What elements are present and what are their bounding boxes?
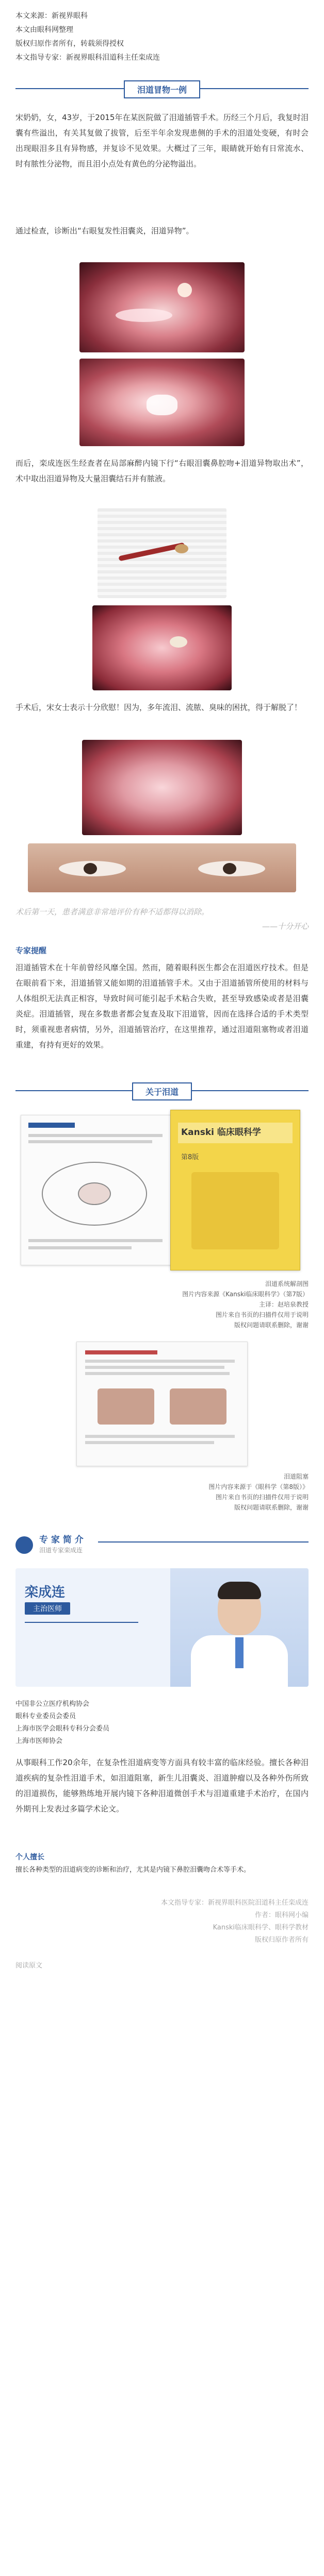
expert-card bbox=[15, 1568, 309, 1687]
expert-role-tag bbox=[25, 1602, 70, 1615]
expert-tip-text: 泪道插管术在十年前曾经风靡全国。然而，随着眼科医生都会在泪道医疗技术。但是在眼前看下来，泪道插管又能如期的泪道插管手术。又由于泪道插管所使用的材料与人体组织无法真正相容，导致时间可能引起手术粘合失败，甚至导致感染或者是泪囊炎症。泪道插管，现在多数患者都会复查及取下泪道管，因而在选择合适的手术类型时，须重视患者病情，另外，泪道插管治疗，在这里推荐，通过泪道阻塞物或者泪道重建，有持有更好的效果。 bbox=[15, 963, 309, 1049]
textbook-caption-line-4: 版权问题请联系删除，谢谢 bbox=[234, 1504, 309, 1511]
expert-name: 栾成连 bbox=[25, 1585, 66, 1600]
expert-bio-line-4: 上海市医师协会 bbox=[15, 1737, 63, 1745]
expert-bio-line-3: 上海市医学会眼科专科分会委员 bbox=[15, 1725, 110, 1733]
patient-quote-sign: ——十分开心 bbox=[262, 922, 309, 931]
endoscopy-image-2 bbox=[79, 359, 245, 446]
footer-line-3: Kanski临床眼科学、眼科学教材 bbox=[213, 1924, 309, 1931]
section-title-case bbox=[0, 79, 324, 98]
diagnosis-paragraph: 通过检查，诊断出“右眼复发性泪囊炎，泪道异物”。 bbox=[15, 226, 194, 235]
footer-line-1: 本文指导专家：新视界眼科医院泪道科主任栾成连 bbox=[160, 1899, 309, 1907]
read-more-link[interactable] bbox=[0, 1946, 324, 1972]
expert-role: 主治医师 bbox=[25, 1602, 70, 1615]
expert-intro-subtitle: 泪道专家栾成连 bbox=[39, 1547, 83, 1554]
expert-body: 从事眼科工作20余年，在复杂性泪道病变等方面具有较丰富的临床经验。擅长各种泪道疾病的复杂性泪道手术，如泪道阻塞，新生儿泪囊炎、泪道肿瘤以及各种外伤所致的泪道损伤，能够熟练地开展内镜下各种泪道微创手术与泪道重建手术治疗，在国内外期刊上发表过多篇学术论文。 bbox=[15, 1758, 309, 1814]
user-icon bbox=[15, 1536, 33, 1554]
textbook-page-image bbox=[76, 1342, 248, 1466]
surgery-paragraph: 而后，栾成连医生经查者在局部麻醉内镜下行“右眼泪囊鼻腔吻+泪道异物取出术”，术中取出泪道异物及大量泪囊结石并有脓液。 bbox=[15, 459, 309, 483]
book-caption-line-1: 泪道系统解剖图 bbox=[265, 1280, 309, 1287]
meta-editor: 本文由眼科网整理 bbox=[15, 26, 73, 34]
section-title-case-label: 泪道冒物一例 bbox=[124, 80, 200, 98]
textbook-caption-line-1: 泪道阻塞 bbox=[283, 1473, 309, 1480]
expert-tip bbox=[0, 934, 324, 1068]
expert-bio-line-1: 中国非公立医疗机构协会 bbox=[15, 1700, 90, 1708]
expert-photo bbox=[170, 1568, 309, 1687]
textbook-figure-caption bbox=[0, 1466, 324, 1513]
endoscopy-image-1 bbox=[79, 262, 245, 352]
patient-eyes-image bbox=[28, 843, 296, 892]
endoscopy-image-3 bbox=[92, 605, 232, 690]
read-more-label[interactable]: 阅读原文 bbox=[15, 1962, 43, 1970]
book-subtitle: 第8版 bbox=[181, 1154, 199, 1161]
meta-advisor: 本文指导专家：新视界眼科泪道科主任栾成连 bbox=[15, 54, 160, 62]
book-title: Kanski 临床眼科学 bbox=[181, 1127, 261, 1138]
book-figure bbox=[15, 1110, 309, 1275]
article-meta bbox=[0, 0, 324, 65]
after-surgery-paragraph: 手术后，宋女士表示十分欣慰！因为，多年流泪、流脓、臭味的困扰，得于解脱了！ bbox=[15, 703, 302, 712]
textbook-caption-line-2: 图片内容来源于《眼科学（第8版）》 bbox=[208, 1483, 309, 1490]
book-caption-line-4: 图片来自书页的扫描件仅用于说明 bbox=[215, 1311, 309, 1318]
footer-line-2: 作者：眼科网小编 bbox=[254, 1911, 309, 1919]
footer-line-4: 版权归原作者所有 bbox=[254, 1936, 309, 1944]
expert-intro-title: 专 家 简 介 bbox=[39, 1535, 84, 1545]
foreign-body-image bbox=[98, 508, 226, 598]
patient-quote: 术后第一天，患者满意非常地评价有种不适都得以消除。 bbox=[15, 907, 209, 917]
book-figure-caption bbox=[0, 1275, 324, 1330]
book-caption-line-2: 图片内容来源《Kanski临床眼科学》（第7版） bbox=[182, 1291, 309, 1298]
expert-personal bbox=[0, 1848, 324, 1876]
expert-personal-title: 个人擅长 bbox=[15, 1853, 44, 1861]
expert-tip-title: 专家提醒 bbox=[15, 946, 47, 955]
meta-source: 本文来源：新视界眼科 bbox=[15, 12, 88, 20]
endoscopy-image-4 bbox=[82, 740, 242, 835]
case-paragraph-1: 宋奶奶，女，43岁，于2015年在某医院做了泪道插管手术。历经三个月后，我复时泪囊有些溢出，有关其复做了拔管，后至半年余发现患侧的手术的泪道处变硬，有时会出现眼泪多且有异物感，并复诊不见效果。大概过了三年，眼睛就开始有日常流水、时有脓性分泌物，而且泪小点处有黄色的分泌物溢出。 bbox=[15, 113, 309, 168]
section-title-about-label: 关于泪道 bbox=[132, 1082, 192, 1100]
book-cover-image bbox=[170, 1110, 300, 1270]
expert-bio bbox=[0, 1687, 324, 1748]
meta-copyright: 版权归原作者所有，转载须得授权 bbox=[15, 40, 124, 48]
expert-bio-line-2: 眼科专业委员会委员 bbox=[15, 1713, 76, 1720]
book-caption-line-5: 版权问题请联系删除，谢谢 bbox=[234, 1321, 309, 1329]
book-caption-line-3: 主译：赵培泉教授 bbox=[258, 1301, 309, 1308]
section-title-about bbox=[0, 1081, 324, 1100]
article-footer bbox=[0, 1876, 324, 1946]
patient-quote-block bbox=[0, 892, 324, 934]
expert-intro-header bbox=[15, 1527, 309, 1558]
textbook-caption-line-3: 图片来自书页的扫描件仅用于说明 bbox=[215, 1494, 309, 1501]
expert-personal-text: 擅长各种类型的泪道病变的诊断和治疗，尤其是内镜下鼻腔泪囊吻合术等手术。 bbox=[15, 1866, 251, 1874]
book-page-image bbox=[21, 1115, 176, 1265]
